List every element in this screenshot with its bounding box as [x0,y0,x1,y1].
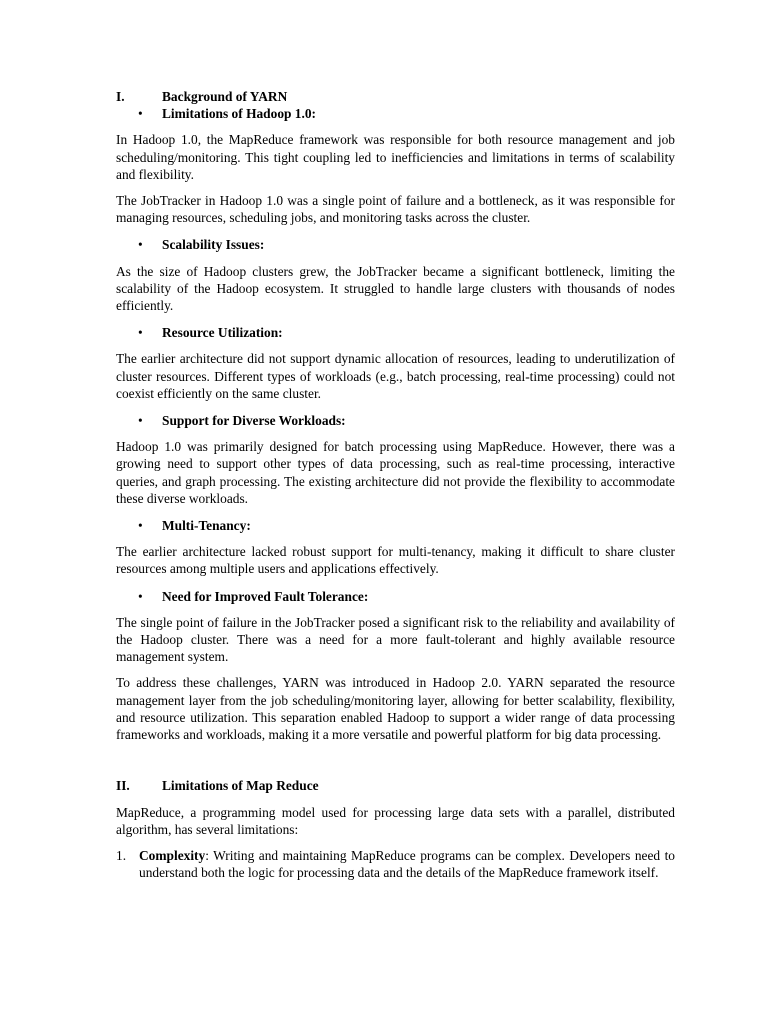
bullet-scalability-issues [116,236,675,253]
numbered-item-complexity [116,847,675,881]
paragraph: The single point of failure in the JobTracker posed a significant risk to the reliability and availability of the Hadoop cluster. There was a need for a more fault-tolerant and highly available resource management system. [116,614,675,665]
section-heading-background-of-yarn [116,88,675,105]
section-number: I. [116,89,125,104]
bullet-multi-tenancy [116,517,675,534]
bullet-icon: • [138,106,143,122]
item-term: Complexity [139,847,206,863]
section-title: Background of YARN [162,89,288,104]
paragraph: The earlier architecture lacked robust support for multi-tenancy, making it difficult to share cluster resources among multiple users and applications effectively. [116,544,675,577]
bullet-icon: • [138,588,143,604]
bullet-icon: • [138,325,143,341]
bullet-resource-utilization [116,324,675,341]
item-body [139,847,675,881]
paragraph: Hadoop 1.0 was primarily designed for batch processing using MapReduce. However, there was a growing need to support other types of data processing, such as real-time processing, interactive queries, and graph processing. The existing architecture did not provide the flexibility to accommodate these diverse workloads. [116,439,675,506]
paragraph: In Hadoop 1.0, the MapReduce framework was responsible for both resource management and job scheduling/monitoring. This tight coupling led to inefficiencies and limitations in terms of scalability and flexibility. [116,132,675,182]
bullet-label: Need for Improved Fault Tolerance: [162,588,369,604]
paragraph: MapReduce, a programming model used for processing large data sets with a parallel, distributed algorithm, has several limitations: [116,804,675,837]
document-page [116,86,675,881]
bullet-icon: • [138,413,143,429]
section-number: II. [116,778,130,794]
paragraph: To address these challenges, YARN was introduced in Hadoop 2.0. YARN separated the resource management layer from the job scheduling/monitoring layer, allowing for better scalability, flexibility, and resource utilization. This separation enabled Hadoop to support a wider range of data processing frameworks and workloads, making it a more versatile and powerful platform for big data processing. [116,675,675,743]
paragraph: The JobTracker in Hadoop 1.0 was a single point of failure and a bottleneck, as it was responsible for managing resources, scheduling jobs, and monitoring tasks across the cluster. [116,193,675,226]
bullet-icon: • [138,518,143,534]
bullet-fault-tolerance [116,588,675,605]
bullet-icon: • [138,237,143,253]
paragraph: The earlier architecture did not support dynamic allocation of resources, leading to underutilization of cluster resources. Different types of workloads (e.g., batch processing, real-time processing) could not coexist efficiently on the same cluster. [116,351,675,401]
section-title: Limitations of Map Reduce [162,778,319,794]
item-text: : Writing and maintaining MapReduce programs can be complex. Developers need to understand both the logic for processing data and the details of the MapReduce framework itself. [139,847,675,881]
bullet-label: Multi-Tenancy: [162,518,251,534]
item-number: 1. [116,847,127,863]
bullet-label: Support for Diverse Workloads: [162,413,346,429]
bullet-label: Scalability Issues: [162,237,265,253]
bullet-diverse-workloads [116,412,675,429]
section-heading-limitations-of-map-reduce [116,777,675,794]
bullet-limitations-of-hadoop [116,105,675,122]
bullet-label: Limitations of Hadoop 1.0: [162,106,317,122]
paragraph: As the size of Hadoop clusters grew, the JobTracker became a significant bottleneck, limiting the scalability of the Hadoop ecosystem. It struggled to handle large clusters with thousands of nodes efficiently. [116,263,675,314]
bullet-label: Resource Utilization: [162,325,283,341]
